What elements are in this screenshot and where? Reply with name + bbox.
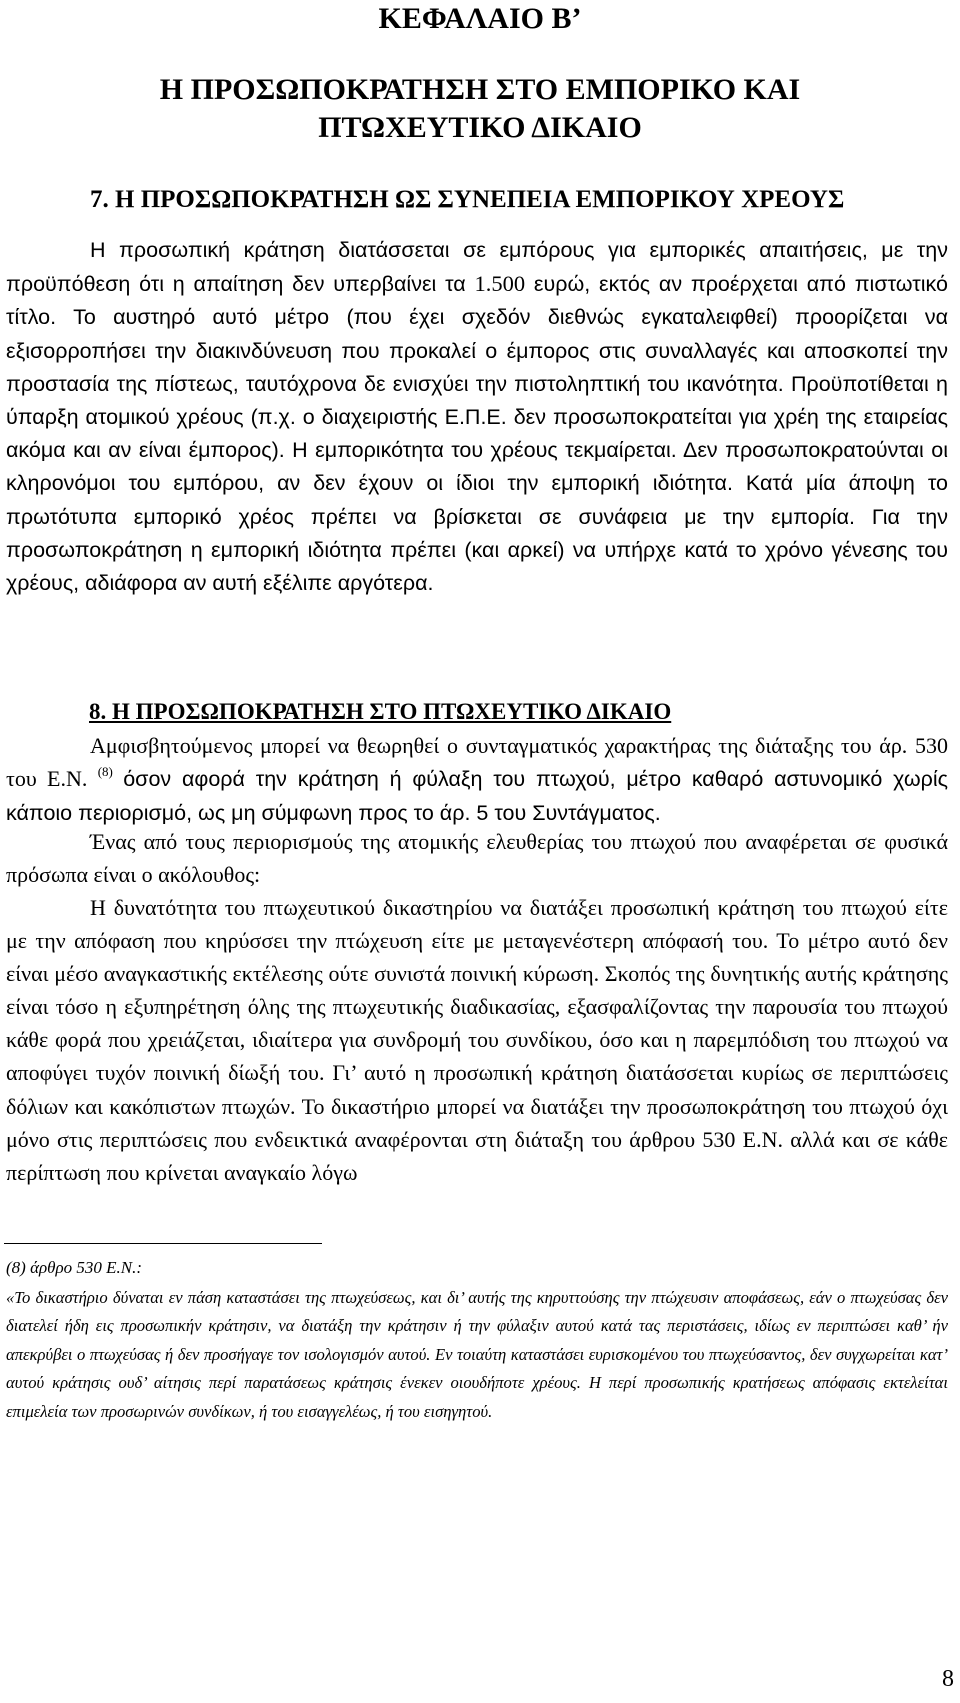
amount-value: 1.500 (474, 271, 526, 297)
page-number: 8 (942, 1666, 954, 1692)
chapter-title-line-2: ΠΤΩΧΕΥΤΙΚΟ ΔΙΚΑΙΟ (318, 111, 642, 144)
section-8-paragraph-1-start: Αμφισβητούμενος μπορεί να θεωρηθεί ο συνταγματικός χαρακτήρας της διάταξης του άρ. 530 του Ε.Ν. (6, 733, 948, 792)
section-8-paragraph-2: Ένας από τους περιορισμούς της ατομικής ελευθερίας του πτωχού που αναφέρεται σε φυσικά πρόσωπα είναι ο ακόλουθος: (6, 829, 948, 888)
footnote-label: (8) άρθρο 530 Ε.Ν.: (6, 1258, 143, 1277)
section-7-heading (6, 183, 946, 217)
footnote-divider (4, 1243, 322, 1244)
section-8-paragraph-1-rest: όσον αφορά την κράτηση ή φύλαξη του πτωχού, μέτρο καθαρό αστυνομικό χωρίς κάποιο περιορισμό, ως μη σύμφωνη προς το άρ. 5 του Συντάγματος. (6, 767, 949, 826)
section-8-paragraph-3: Η δυνατότητα του πτωχευτικού δικαστηρίου να διατάξει προσωπική κράτηση του πτωχού είτε με την απόφαση που κηρύσσει την πτώχευση είτε με μεταγενέστερη απόφασή του. Το μέτρο αυτό δεν είναι μέσο αναγκαστικής εκτέλεσης ούτε συνιστά ποινική κύρωση. Σκοπός της δυνητικής αυτής κράτησης είναι τόσο η εξυπηρέτηση όλης της πτωχευτικής διαδικασίας, εξασφαλίζοντας την παρουσία του πτωχού κάθε φορά που χρειάζεται, ιδιαίτερα για συνδρομή του συνδίκου, όσο και η παρεμπόδιση του πτωχού να αποφύγει τυχόν ποινική δίωξή του. Γι’ αυτό η προσωπική κράτηση διατάσσεται κυρίως σε περιπτώσεις δόλιων και κακόπιστων πτωχών. Το δικαστήριο μπορεί να διατάξει την προσωποκράτηση του πτωχού όχι μόνο στις περιπτώσεις που ενδεικτικά αναφέρονται στη διάταξη του άρθρου 530 Ε.Ν. αλλά και σε κάθε περίπτωση που κρίνεται αναγκαίο λόγω (6, 895, 948, 1185)
section-7-paragraph-start: Η προσωπική κράτηση διατάσσεται σε εμπόρους για εμπορικές απαιτήσεις, με την προϋπόθεση ότι η απαίτηση δεν υπερβαίνει τα (6, 238, 948, 297)
chapter-title-line-1: Η ΠΡΟΣΩΠΟΚΡΑΤΗΣΗ ΣΤΟ ΕΜΠΟΡΙΚΟ ΚΑΙ (159, 73, 801, 106)
footnote-reference: (8) (97, 764, 113, 780)
section-7-paragraph (6, 234, 948, 600)
chapter-heading: ΚΕΦΑΛΑΙΟ Β’ (378, 2, 582, 35)
section-8-heading: 8. Η ΠΡΟΣΩΠΟΚΡΑΤΗΣΗ ΣΤΟ ΠΤΩΧΕΥΤΙΚΟ ΔΙΚΑΙΟ (89, 699, 672, 724)
section-8-paragraph-1 (6, 729, 948, 830)
section-7-paragraph-rest: Το αυστηρό αυτό μέτρο (που έχει σχεδόν διεθνώς εγκαταλειφθεί) προορίζεται να εξισορροπήσει την διακινδύνευση που προκαλεί ο έμπορος στις συναλλαγές και αποσκοπεί την προστασία της πίστεως, ταυτόχρονα δε ενισχύει την πιστοληπτική του ικανότητα. Προϋποτίθεται η ύπαρξη ατομικού χρέους (π.χ. ο διαχειριστής Ε.Π.Ε. δεν προσωποκρατείται για χρέη της εταιρείας ακόμα και αν είναι έμπορος). Η εμπορικότητα του χρέους τεκμαίρεται. Δεν προσωποκρατούνται οι κληρονόμοι του εμπόρου, αν δεν έχουν οι ίδιοι την εμπορική ιδιότητα. Κατά μία άποψη το πρωτότυπα εμπορικό χρέος πρέπει να βρίσκεται σε συνάφεια με την εμπορία. Για την προσωποκράτηση η εμπορική ιδιότητα πρέπει (και αρκεί) να υπήρχε κατά το χρόνο γένεσης του χρέους, αδιάφορα αν αυτή εξέλιπε αργότερα. (6, 305, 948, 596)
section-7-paragraph-middle: ευρώ, εκτός αν προέρχεται από πιστωτικό τίτλο. (6, 272, 948, 330)
footnote-text: «Το δικαστήριο δύναται εν πάση καταστάσει της πτωχεύσεως, και δι’ αυτής της κηρυττούσης την πτώχευσιν αποφάσεως, εάν ο πτωχεύσας δεν διατελεί ήδη εις προσωπικήν κράτησιν, να διατάξη την κράτησιν ή την φύλαξιν αυτού κατά τας περιστάσεις, ιδίως εν περιπτώσει καθ’ ήν απεκρύβει ο πτωχεύσας ή δεν προσήγαγε τον ισολογισμόν αυτού. Εν τοιαύτη καταστάσει ευρισκομένου του πτωχεύσαντος, δεν συγχωρείται κατ’ αυτού κράτησις ουδ’ αίτησις περί παρατάσεως κράτησις ένεκεν οιουδήποτε χρέους. Η περί προσωπικής κρατήσεως απόφασις εκτελείται επιμελεία των προσωρινών συνδίκων, ή του εισαγγελέως, ή του εισηγητού. (6, 1288, 948, 1421)
section-7-heading-text: 7. Η ΠΡΟΣΩΠΟΚΡΑΤΗΣΗ ΩΣ ΣΥΝΕΠΕΙΑ ΕΜΠΟΡΙΚΟΥ ΧΡΕΟΥΣ (90, 186, 845, 213)
